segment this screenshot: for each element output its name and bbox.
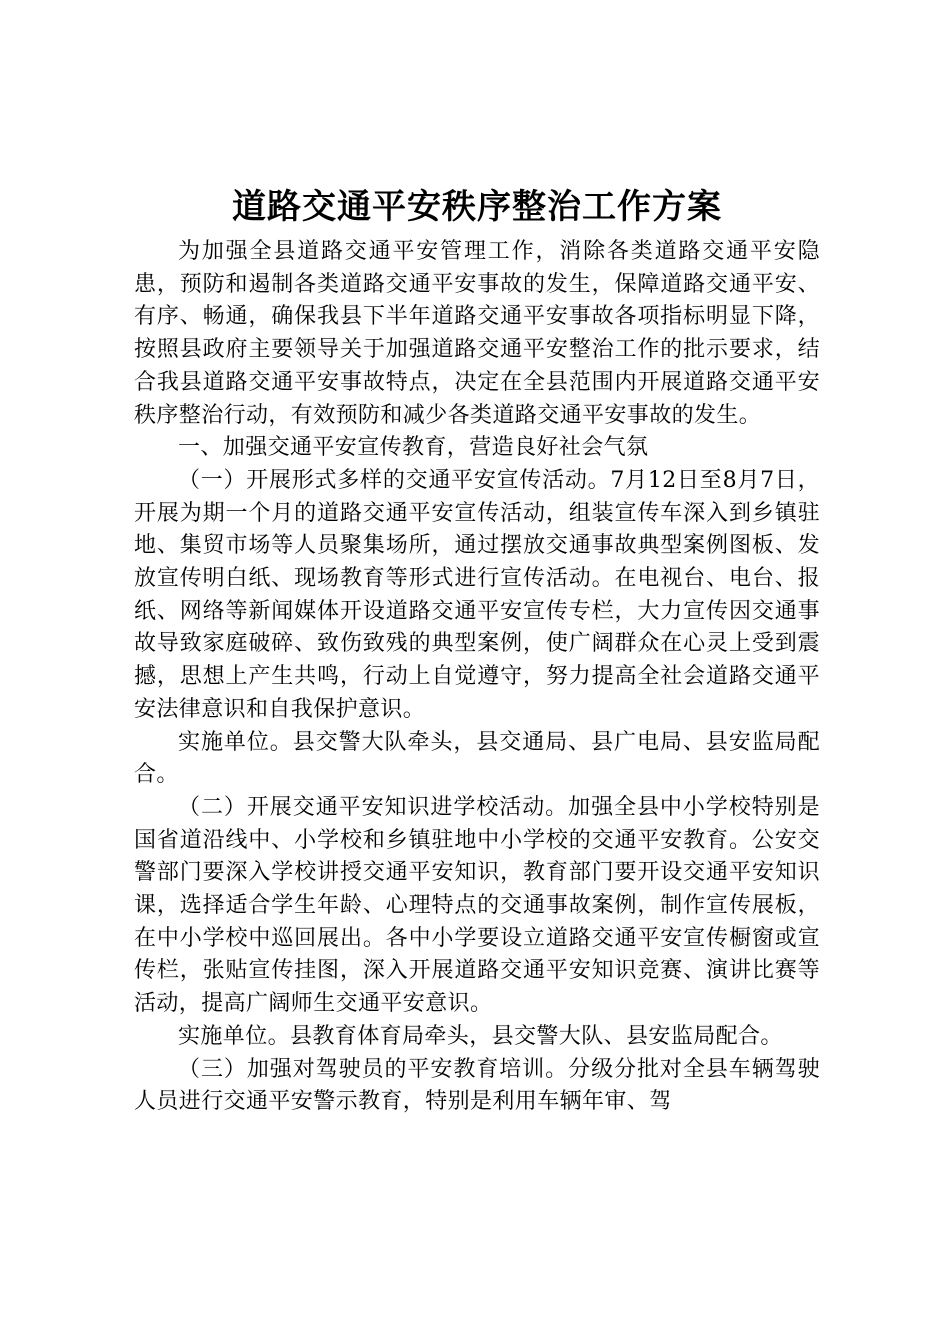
item-2-units: 实施单位。县教育体育局牵头，县交警大队、县安监局配合。 xyxy=(178,1023,783,1049)
document-page xyxy=(134,178,820,1119)
item-1-units: 实施单位。县交警大队牵头，县交通局、县广电局、县安监局配合。 xyxy=(134,729,820,788)
intro-paragraph: 为加强全县道路交通平安管理工作，消除各类道路交通平安隐患，预防和遏制各类道路交通平安事故的发生，保障道路交通平安、有序、畅通，确保我县下半年道路交通平安事故各项指标明显下降，按照县政府主要领导关于加强道路交通平安整治工作的批示要求，结合我县道路交通平安事故特点，决定在全县范围内开展道路交通平安秩序整治行动，有效预防和减少各类道路交通平安事故的发生。 xyxy=(134,239,820,428)
document-title: 道路交通平安秩序整治工作方案 xyxy=(232,187,722,227)
section-1-heading: 一、加强交通平安宣传教育，营造良好社会气氛 xyxy=(178,435,649,461)
item-3-paragraph: （三）加强对驾驶员的平安教育培训。分级分批对全县车辆驾驶人员进行交通平安警示教育，特别是利用车辆年审、驾 xyxy=(134,1056,820,1115)
item-1-paragraph: （一）开展形式多样的交通平安宣传活动。7月12日至8月7日，开展为期一个月的道路交通平安宣传活动，组装宣传车深入到乡镇驻地、集贸市场等人员聚集场所，通过摆放交通事故典型案例图板、发放宣传明白纸、现场教育等形式进行宣传活动。在电视台、电台、报纸、网络等新闻媒体开设道路交通平安宣传专栏，大力宣传因交通事故导致家庭破碎、致伤致残的典型案例，使广阔群众在心灵上受到震撼，思想上产生共鸣，行动上自觉遵守，努力提高全社会道路交通平安法律意识和自我保护意识。 xyxy=(134,467,820,722)
item-2-paragraph: （二）开展交通平安知识进学校活动。加强全县中小学校特别是国省道沿线中、小学校和乡镇驻地中小学校的交通平安教育。公安交警部门要深入学校讲授交通平安知识，教育部门要开设交通平安知识课，选择适合学生年龄、心理特点的交通事故案例，制作宣传展板，在中小学校中巡回展出。各中小学要设立道路交通平安宣传橱窗或宣传栏，张贴宣传挂图，深入开展道路交通平安知识竞赛、演讲比赛等活动，提高广阔师生交通平安意识。 xyxy=(134,794,820,1017)
